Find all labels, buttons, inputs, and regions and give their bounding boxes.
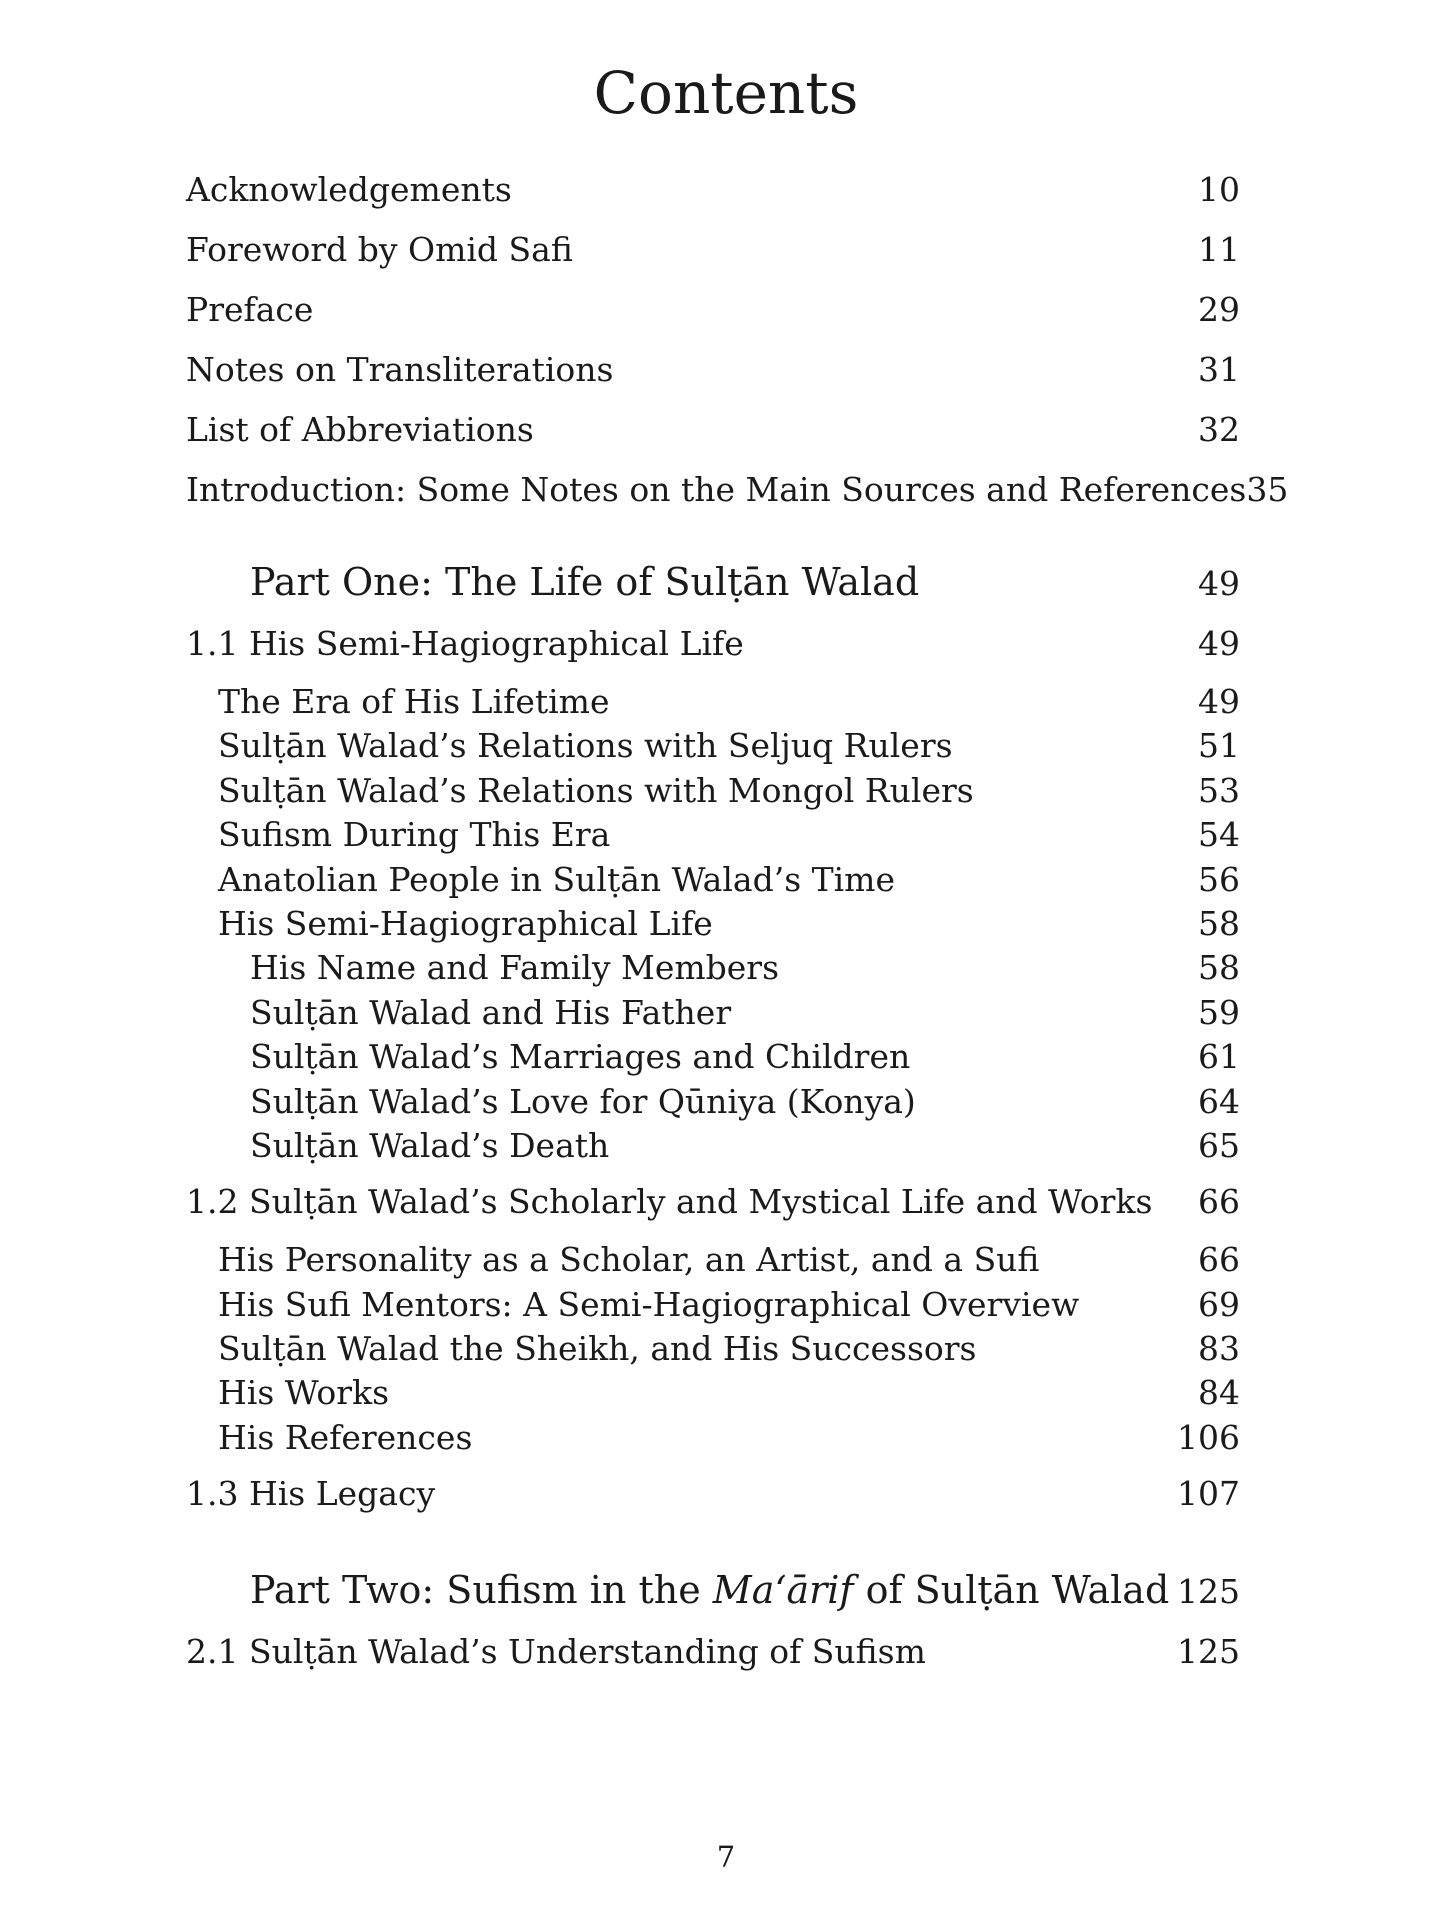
- toc-entry-page: 29: [1198, 290, 1240, 329]
- toc-entry-acknowledgements[interactable]: [186, 160, 1240, 220]
- toc-part-label-italic: Ma‘ārif: [712, 1568, 854, 1613]
- toc-section-page: 49: [1198, 624, 1240, 663]
- toc-part-page: 49: [1198, 564, 1240, 603]
- toc-item-label: Anatolian People in Sulṭān Walad’s Time: [218, 859, 895, 899]
- toc-item-page: 49: [1198, 682, 1240, 721]
- toc-item-page: 69: [1198, 1284, 1240, 1324]
- toc-part-two[interactable]: [186, 1558, 1240, 1622]
- toc-entry-foreword[interactable]: [186, 220, 1240, 280]
- toc-subitem-label: His Name and Family Members: [250, 948, 779, 988]
- toc-item[interactable]: [186, 902, 1240, 946]
- toc-item-label: His Semi-Hagiographical Life: [218, 903, 713, 943]
- toc-subitem-label: Sulṭān Walad and His Father: [250, 992, 732, 1032]
- toc-item-page: 56: [1198, 859, 1240, 899]
- toc-subitem-label: Sulṭān Walad’s Love for Qūniya (Konya): [250, 1081, 916, 1121]
- toc-subitem[interactable]: [186, 1124, 1240, 1168]
- toc-section-page: 107: [1177, 1474, 1240, 1514]
- toc-item-label: The Era of His Lifetime: [218, 682, 610, 721]
- toc-part-label: Part One: The Life of Sulṭān Walad: [250, 560, 920, 604]
- toc-section-1-3[interactable]: [186, 1464, 1240, 1524]
- toc-entry-introduction[interactable]: [186, 460, 1289, 520]
- toc-item-page: 58: [1198, 903, 1240, 943]
- toc-part-label: [186, 1558, 1177, 1622]
- toc-entry-page: 35: [1246, 470, 1289, 509]
- toc-subitem-label: Sulṭān Walad’s Marriages and Children: [250, 1037, 911, 1077]
- toc-part-label-end: of Sulṭān Walad: [853, 1568, 1170, 1613]
- toc-entry-label: Notes on Transliterations: [186, 350, 614, 389]
- toc-subitem-page: 64: [1198, 1081, 1240, 1121]
- toc-item[interactable]: [186, 1238, 1240, 1282]
- toc-section-1-1[interactable]: [186, 614, 1240, 674]
- page-title: Contents: [593, 59, 859, 127]
- toc-subitem-page: 58: [1198, 948, 1240, 988]
- toc-subitem-page: 61: [1198, 1037, 1240, 1077]
- toc-item-page: 84: [1198, 1373, 1240, 1413]
- toc-part-page: 125: [1177, 1572, 1240, 1612]
- toc-item-page: 54: [1198, 815, 1240, 855]
- toc-entry-transliterations[interactable]: [186, 340, 1240, 400]
- toc-item[interactable]: [186, 1327, 1240, 1371]
- page-number: 7: [716, 1840, 736, 1874]
- toc-subitem-label: Sulṭān Walad’s Death: [250, 1125, 610, 1165]
- toc-section-page: 66: [1198, 1182, 1240, 1222]
- toc-item-page: 66: [1198, 1240, 1240, 1280]
- toc-entry-page: 32: [1198, 410, 1240, 449]
- toc-entry-label: Acknowledgements: [186, 170, 512, 209]
- toc-item-page: 51: [1198, 726, 1240, 766]
- toc-item-label: Sulṭān Walad’s Relations with Seljuq Rulers: [218, 726, 953, 766]
- toc-entry-label: List of Abbreviations: [186, 410, 534, 449]
- toc-entry-preface[interactable]: [186, 280, 1240, 340]
- toc-entry-page: 10: [1198, 170, 1240, 209]
- toc-section-label: 2.1 Sulṭān Walad’s Understanding of Sufism: [186, 1632, 926, 1672]
- toc-subitem-page: 65: [1198, 1125, 1240, 1165]
- toc-entry-label: Preface: [186, 290, 314, 329]
- toc-item-label: His Works: [218, 1373, 390, 1413]
- toc-item[interactable]: [186, 1416, 1240, 1460]
- toc-entry-page: 11: [1198, 230, 1240, 269]
- toc-subitem[interactable]: [186, 946, 1240, 990]
- toc-subitem[interactable]: [186, 1035, 1240, 1079]
- toc-item[interactable]: [186, 813, 1240, 857]
- toc-subitem[interactable]: [186, 991, 1240, 1035]
- toc-item[interactable]: [186, 858, 1240, 902]
- toc-item-label: Sulṭān Walad’s Relations with Mongol Rulers: [218, 770, 974, 810]
- toc-item-label: His References: [218, 1417, 473, 1457]
- toc-item-page: 53: [1198, 770, 1240, 810]
- toc-item[interactable]: [186, 1283, 1240, 1327]
- toc-item-label: Sufism During This Era: [218, 815, 611, 855]
- toc-section-1-2[interactable]: [186, 1172, 1240, 1232]
- toc-item[interactable]: [186, 1371, 1240, 1415]
- toc-entry-label: Foreword by Omid Safi: [186, 230, 573, 269]
- table-of-contents: [186, 160, 1289, 1682]
- toc-section-page: 125: [1177, 1632, 1240, 1672]
- toc-item-page: 83: [1198, 1329, 1240, 1369]
- toc-section-label: 1.3 His Legacy: [186, 1474, 436, 1514]
- toc-section-2-1[interactable]: [186, 1622, 1240, 1682]
- toc-section-label: 1.2 Sulṭān Walad’s Scholarly and Mystical Life and Works: [186, 1182, 1153, 1222]
- toc-item-page: 106: [1177, 1417, 1240, 1457]
- toc-entry-label: Introduction: Some Notes on the Main Sources and References: [186, 470, 1247, 509]
- toc-item[interactable]: [186, 724, 1240, 768]
- toc-subitem-page: 59: [1198, 992, 1240, 1032]
- toc-item-label: His Personality as a Scholar, an Artist, and a Sufi: [218, 1240, 1040, 1280]
- toc-subitem[interactable]: [186, 1080, 1240, 1124]
- toc-item-label: Sulṭān Walad the Sheikh, and His Successors: [218, 1329, 977, 1369]
- toc-part-one[interactable]: [186, 550, 1240, 614]
- toc-entry-page: 31: [1198, 350, 1240, 389]
- toc-item[interactable]: [186, 769, 1240, 813]
- toc-entry-abbreviations[interactable]: [186, 400, 1240, 460]
- toc-part-label-start: Part Two: Sufism in the: [250, 1568, 713, 1613]
- toc-item[interactable]: [186, 680, 1240, 724]
- toc-item-label: His Sufi Mentors: A Semi-Hagiographical Overview: [218, 1284, 1080, 1324]
- toc-section-label: 1.1 His Semi-Hagiographical Life: [186, 624, 744, 663]
